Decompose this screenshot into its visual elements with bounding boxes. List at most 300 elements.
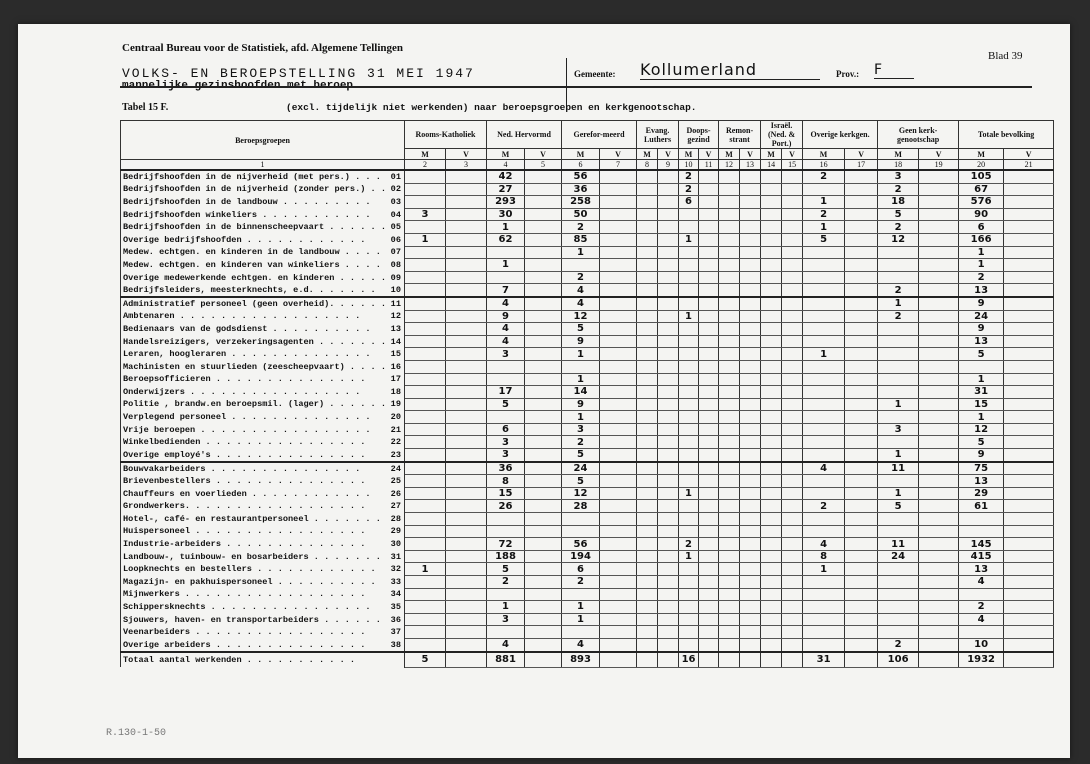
cell-col-9: [658, 196, 679, 209]
cell-col-16: 4: [803, 462, 845, 475]
cell-col-10: [679, 525, 699, 538]
cell-col-11: [699, 271, 719, 284]
cell-col-3: [446, 259, 487, 272]
cell-col-6: 5: [562, 449, 600, 462]
row-label: [121, 638, 405, 651]
cell-col-17: [845, 335, 878, 348]
cell-col-21: [1004, 563, 1054, 576]
cell-col-17: [845, 233, 878, 246]
cell-col-12: [719, 233, 740, 246]
cell-col-15: [782, 373, 803, 386]
table-row: [121, 563, 1054, 576]
row-label: [121, 550, 405, 563]
cell-col-5: [525, 271, 562, 284]
cell-col-20: 12: [959, 423, 1004, 436]
cell-col-11: [699, 500, 719, 513]
cell-col-2: [405, 525, 446, 538]
cell-col-2: [405, 513, 446, 526]
cell-col-20: [959, 513, 1004, 526]
cell-col-12: [719, 487, 740, 500]
cell-col-16: 1: [803, 196, 845, 209]
cell-col-3: [446, 196, 487, 209]
cell-col-15: [782, 398, 803, 411]
row-code: 28: [390, 513, 401, 524]
cell-col-13: [740, 576, 761, 589]
cell-col-18: 5: [878, 500, 919, 513]
cell-col-20: 13: [959, 475, 1004, 488]
row-code: 34: [390, 589, 401, 600]
cell-col-14: [761, 348, 782, 361]
cell-col-5: [525, 601, 562, 614]
cell-col-10: [679, 323, 699, 336]
table-row: [121, 588, 1054, 601]
row-label-text: Administratief personeel (geen overheid). . . . . .: [123, 298, 387, 309]
cell-col-7: [600, 221, 637, 234]
cell-col-4: 15: [487, 487, 525, 500]
cell-col-11: [699, 196, 719, 209]
row-label: [121, 500, 405, 513]
cell-col-16: 2: [803, 500, 845, 513]
cell-col-18: [878, 513, 919, 526]
cell-col-18: [878, 348, 919, 361]
cell-col-5: [525, 613, 562, 626]
row-label-text: Veenarbeiders . . . . . . . . . . . . . . . . .: [123, 627, 366, 638]
cell-col-17: [845, 348, 878, 361]
table-row: [121, 576, 1054, 589]
cell-col-21: [1004, 335, 1054, 348]
cell-col-3: [446, 638, 487, 651]
cell-col-14: [761, 259, 782, 272]
cell-col-16: 8: [803, 550, 845, 563]
cell-col-17: [845, 221, 878, 234]
cell-col-8: [637, 386, 658, 399]
row-code: 31: [390, 551, 401, 562]
cell-col-2: [405, 271, 446, 284]
column-number: 13: [740, 160, 761, 171]
cell-col-15: [782, 233, 803, 246]
table-row: [121, 360, 1054, 373]
cell-col-20: 4: [959, 613, 1004, 626]
cell-col-4: [487, 246, 525, 259]
cell-col-2: [405, 183, 446, 196]
cell-col-14: [761, 588, 782, 601]
cell-col-11: [699, 436, 719, 449]
cell-col-9: [658, 423, 679, 436]
row-label-text: Grondwerkers. . . . . . . . . . . . . . . . . .: [123, 501, 366, 512]
cell-col-18: 3: [878, 170, 919, 183]
cell-col-15: [782, 588, 803, 601]
row-label-text: Overige employé's . . . . . . . . . . . . . . .: [123, 449, 366, 460]
cell-col-14: [761, 626, 782, 639]
cell-col-11: [699, 449, 719, 462]
table-row: [121, 411, 1054, 424]
cell-col-8: [637, 449, 658, 462]
cell-col-19: [919, 487, 959, 500]
cell-col-19: [919, 525, 959, 538]
cell-col-2: [405, 588, 446, 601]
cell-col-18: [878, 475, 919, 488]
cell-col-13: [740, 310, 761, 323]
cell-col-8: [637, 563, 658, 576]
row-label: [121, 221, 405, 234]
cell-col-12: [719, 626, 740, 639]
row-code: 27: [390, 501, 401, 512]
cell-col-15: [782, 323, 803, 336]
cell-col-13: [740, 398, 761, 411]
cell-col-3: [446, 525, 487, 538]
cell-col-21: [1004, 538, 1054, 551]
cell-col-13: [740, 638, 761, 651]
cell-col-18: [878, 246, 919, 259]
cell-col-13: [740, 386, 761, 399]
row-code: 26: [390, 488, 401, 499]
cell-col-18: [878, 259, 919, 272]
row-code: 05: [390, 222, 401, 233]
row-label: [121, 297, 405, 310]
table-row: [121, 398, 1054, 411]
column-number: 4: [487, 160, 525, 171]
cell-col-14: [761, 487, 782, 500]
cell-col-19: [919, 297, 959, 310]
cell-col-21: [1004, 398, 1054, 411]
cell-col-20: 24: [959, 310, 1004, 323]
row-label: [121, 576, 405, 589]
cell-col-7: [600, 246, 637, 259]
row-label: [121, 323, 405, 336]
row-label: [121, 170, 405, 183]
cell-col-17: [845, 613, 878, 626]
table-row: [121, 259, 1054, 272]
column-number: 17: [845, 160, 878, 171]
cell-col-12: [719, 246, 740, 259]
cell-col-5: [525, 462, 562, 475]
cell-col-2: [405, 449, 446, 462]
cell-col-20: 1: [959, 373, 1004, 386]
cell-col-21: [1004, 550, 1054, 563]
cell-col-14: [761, 297, 782, 310]
cell-col-13: [740, 525, 761, 538]
cell-col-4: 1: [487, 601, 525, 614]
cell-col-6: 5: [562, 475, 600, 488]
column-number: 19: [919, 160, 959, 171]
cell-col-9: [658, 170, 679, 183]
cell-col-19: [919, 259, 959, 272]
cell-col-14: [761, 638, 782, 651]
cell-col-11: [699, 601, 719, 614]
cell-col-9: [658, 513, 679, 526]
cell-col-2: [405, 348, 446, 361]
cell-col-20: 31: [959, 386, 1004, 399]
cell-col-20: 5: [959, 436, 1004, 449]
cell-col-5: [525, 335, 562, 348]
cell-col-9: [658, 626, 679, 639]
cell-col-21: [1004, 284, 1054, 297]
cell-col-10: [679, 360, 699, 373]
cell-col-7: [600, 335, 637, 348]
row-label: [121, 613, 405, 626]
cell-col-16: [803, 335, 845, 348]
cell-col-9: [658, 500, 679, 513]
cell-col-18: 106: [878, 652, 919, 668]
cell-col-19: [919, 208, 959, 221]
cell-col-11: [699, 423, 719, 436]
header-group-6: Remon-strant: [719, 121, 761, 149]
row-label-text: Ambtenaren . . . . . . . . . . . . . . . . . .: [123, 311, 361, 322]
column-number: 7: [600, 160, 637, 171]
cell-col-17: [845, 626, 878, 639]
cell-col-13: [740, 563, 761, 576]
cell-col-14: [761, 513, 782, 526]
row-label-text: Schippersknechts . . . . . . . . . . . . . . . .: [123, 601, 371, 612]
cell-col-4: 9: [487, 310, 525, 323]
header-group-8: Overige kerkgen.: [803, 121, 878, 149]
cell-col-15: [782, 638, 803, 651]
cell-col-19: [919, 284, 959, 297]
cell-col-8: [637, 475, 658, 488]
row-label: [121, 284, 405, 297]
cell-col-15: [782, 284, 803, 297]
row-code: 04: [390, 209, 401, 220]
row-label: [121, 563, 405, 576]
cell-col-12: [719, 284, 740, 297]
cell-col-6: 85: [562, 233, 600, 246]
cell-col-15: [782, 525, 803, 538]
cell-col-20: 6: [959, 221, 1004, 234]
cell-col-15: [782, 348, 803, 361]
cell-col-10: [679, 588, 699, 601]
header-group-1: Rooms-Katholiek: [405, 121, 487, 149]
cell-col-10: [679, 373, 699, 386]
cell-col-10: [679, 626, 699, 639]
cell-col-10: 16: [679, 652, 699, 668]
cell-col-18: [878, 271, 919, 284]
cell-col-19: [919, 310, 959, 323]
cell-col-20: 145: [959, 538, 1004, 551]
cell-col-6: 1: [562, 411, 600, 424]
header-v-10: V: [1004, 149, 1054, 160]
cell-col-9: [658, 652, 679, 668]
cell-col-19: [919, 626, 959, 639]
cell-col-17: [845, 360, 878, 373]
cell-col-6: [562, 360, 600, 373]
cell-col-8: [637, 373, 658, 386]
cell-col-15: [782, 475, 803, 488]
cell-col-6: [562, 513, 600, 526]
cell-col-14: [761, 208, 782, 221]
cell-col-2: [405, 462, 446, 475]
cell-col-4: [487, 513, 525, 526]
cell-col-17: [845, 525, 878, 538]
cell-col-7: [600, 513, 637, 526]
cell-col-18: 24: [878, 550, 919, 563]
row-label: [121, 373, 405, 386]
cell-col-20: 13: [959, 335, 1004, 348]
cell-col-8: [637, 588, 658, 601]
cell-col-11: [699, 297, 719, 310]
cell-col-6: 194: [562, 550, 600, 563]
cell-col-18: 2: [878, 183, 919, 196]
cell-col-14: [761, 335, 782, 348]
cell-col-19: [919, 411, 959, 424]
cell-col-21: [1004, 613, 1054, 626]
cell-col-19: [919, 360, 959, 373]
cell-col-11: [699, 652, 719, 668]
cell-col-4: [487, 626, 525, 639]
row-label: [121, 271, 405, 284]
row-label: [121, 538, 405, 551]
cell-col-13: [740, 335, 761, 348]
row-label-text: Bedrijfshoofden in de binnenscheepvaart . . . . . .: [123, 222, 387, 233]
cell-col-14: [761, 360, 782, 373]
cell-col-15: [782, 550, 803, 563]
cell-col-9: [658, 638, 679, 651]
cell-col-13: [740, 626, 761, 639]
cell-col-15: [782, 360, 803, 373]
cell-col-8: [637, 626, 658, 639]
row-label-text: Loopknechts en bestellers . . . . . . . . . . . .: [123, 564, 376, 575]
table-row: [121, 525, 1054, 538]
cell-col-14: [761, 550, 782, 563]
cell-col-4: 26: [487, 500, 525, 513]
header-beroepsgroepen: Beroepsgroepen: [121, 121, 405, 160]
cell-col-9: [658, 386, 679, 399]
cell-col-2: 3: [405, 208, 446, 221]
header-v-7: V: [782, 149, 803, 160]
cell-col-13: [740, 246, 761, 259]
cell-col-19: [919, 601, 959, 614]
cell-col-20: 2: [959, 271, 1004, 284]
cell-col-11: [699, 638, 719, 651]
cell-col-10: [679, 449, 699, 462]
cell-col-14: [761, 576, 782, 589]
row-code: 17: [390, 374, 401, 385]
header-m-1: M: [405, 149, 446, 160]
cell-col-8: [637, 183, 658, 196]
cell-col-8: [637, 652, 658, 668]
row-code: 19: [390, 399, 401, 410]
header-m-2: M: [487, 149, 525, 160]
row-code: 20: [390, 412, 401, 423]
cell-col-9: [658, 284, 679, 297]
cell-col-13: [740, 436, 761, 449]
cell-col-7: [600, 525, 637, 538]
table-row: [121, 626, 1054, 639]
cell-col-10: [679, 601, 699, 614]
cell-col-5: [525, 475, 562, 488]
cell-col-15: [782, 271, 803, 284]
cell-col-10: [679, 436, 699, 449]
header-m-3: M: [562, 149, 600, 160]
column-number: 10: [679, 160, 699, 171]
cell-col-4: 42: [487, 170, 525, 183]
cell-col-7: [600, 449, 637, 462]
form-title: VOLKS- EN BEROEPSTELLING 31 MEI 1947: [122, 66, 475, 81]
cell-col-12: [719, 423, 740, 436]
row-label-text: Bedrijfsleiders, meesterknechts, e.d. . . . . . .: [123, 284, 376, 295]
cell-col-17: [845, 500, 878, 513]
cell-col-17: [845, 652, 878, 668]
cell-col-3: [446, 613, 487, 626]
cell-col-18: [878, 360, 919, 373]
cell-col-13: [740, 348, 761, 361]
cell-col-6: 28: [562, 500, 600, 513]
cell-col-9: [658, 221, 679, 234]
cell-col-18: [878, 601, 919, 614]
cell-col-8: [637, 310, 658, 323]
cell-col-4: 4: [487, 638, 525, 651]
cell-col-19: [919, 233, 959, 246]
cell-col-19: [919, 386, 959, 399]
cell-col-3: [446, 550, 487, 563]
cell-col-8: [637, 233, 658, 246]
cell-col-10: 1: [679, 233, 699, 246]
cell-col-16: [803, 525, 845, 538]
cell-col-19: [919, 271, 959, 284]
cell-col-3: [446, 271, 487, 284]
table-row: [121, 323, 1054, 336]
row-code: 07: [390, 247, 401, 258]
cell-col-4: 4: [487, 335, 525, 348]
cell-col-13: [740, 297, 761, 310]
cell-col-20: 67: [959, 183, 1004, 196]
cell-col-21: [1004, 449, 1054, 462]
cell-col-15: [782, 436, 803, 449]
cell-col-11: [699, 398, 719, 411]
table-row: [121, 423, 1054, 436]
cell-col-14: [761, 601, 782, 614]
cell-col-20: 9: [959, 297, 1004, 310]
cell-col-12: [719, 563, 740, 576]
cell-col-14: [761, 449, 782, 462]
cell-col-11: [699, 462, 719, 475]
cell-col-8: [637, 436, 658, 449]
cell-col-5: [525, 196, 562, 209]
row-code: 33: [390, 576, 401, 587]
cell-col-19: [919, 221, 959, 234]
cell-col-8: [637, 411, 658, 424]
header-m-4: M: [637, 149, 658, 160]
cell-col-19: [919, 196, 959, 209]
header-v-9: V: [919, 149, 959, 160]
cell-col-2: [405, 310, 446, 323]
cell-col-15: [782, 259, 803, 272]
cell-col-8: [637, 513, 658, 526]
cell-col-11: [699, 221, 719, 234]
row-label-text: Hotel-, café- en restaurantpersoneel . . . . . . .: [123, 513, 381, 524]
cell-col-17: [845, 513, 878, 526]
cell-col-18: [878, 563, 919, 576]
table-row: [121, 652, 1054, 668]
cell-col-15: [782, 411, 803, 424]
table-row: [121, 500, 1054, 513]
row-label: [121, 423, 405, 436]
cell-col-20: 10: [959, 638, 1004, 651]
cell-col-13: [740, 183, 761, 196]
header-rule: [120, 86, 1032, 88]
cell-col-8: [637, 538, 658, 551]
cell-col-12: [719, 436, 740, 449]
cell-col-17: [845, 601, 878, 614]
row-label: [121, 601, 405, 614]
row-code: 09: [390, 272, 401, 283]
cell-col-8: [637, 323, 658, 336]
cell-col-14: [761, 500, 782, 513]
cell-col-7: [600, 297, 637, 310]
cell-col-5: [525, 550, 562, 563]
cell-col-15: [782, 576, 803, 589]
cell-col-2: [405, 626, 446, 639]
header-v-3: V: [600, 149, 637, 160]
